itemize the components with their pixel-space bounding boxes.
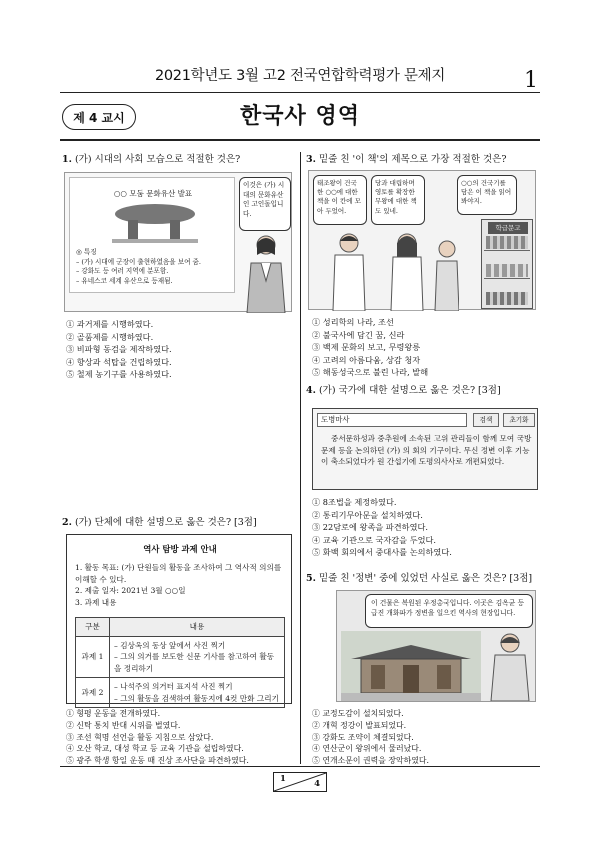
question-3-choices [312,316,542,379]
question-4-search-panel [312,408,538,490]
task-content [110,678,285,708]
search-result-text: 중서문하성과 중추원에 소속된 고위 관리들이 함께 모여 국방 문제 등을 논의하던 (가) 의 회의 기구이다. 무신 정변 이후 기능이 축소되었다가 원 간섭기에 도평의사사로 개편되었다. [321,434,532,466]
choice-3[interactable]: ③ 강화도 조약이 체결되었다. [312,732,414,742]
choice-3[interactable]: ③ 22담로에 왕족을 파견하였다. [312,522,429,533]
choice-2[interactable]: ② 통리기무아문을 설치하였다. [312,509,423,520]
teacher-speech-bubble: 이것은 (가) 시대의 문화유산인 고인돌입니다. [239,177,291,231]
assignment-item-date: 2. 제출 일자: 2021년 3월 ○○일 [75,586,186,595]
question-2-stem: 2. (가) 단체에 대한 설명으로 옳은 것은? [3점] [62,517,257,528]
choice-2[interactable]: ② 골품제를 시행하였다. [66,331,154,342]
search-input[interactable]: 도병마사 [317,413,467,427]
choice-2[interactable]: ② 신탁 통치 반대 시위를 벌였다. [66,720,181,730]
choice-1[interactable]: ① 8조법을 제정하였다. [312,497,397,507]
student3-speech-bubble: ○○의 건국기를 담은 이 책을 읽어 봐야지. [457,175,517,215]
choice-4[interactable]: ④ 고려의 아름다움, 상감 청자 [312,354,421,365]
question-3-figure [308,170,536,310]
choice-5[interactable]: ⑤ 화백 회의에서 중대사를 논의하였다. [312,547,452,558]
choice-1[interactable]: ① 교정도감이 설치되었다. [312,709,404,718]
table-row [76,636,285,678]
question-4-choices [312,496,542,559]
guide-speech-bubble: 이 건물은 복원된 우정총국입니다. 이곳은 김옥균 등 급진 개화파가 정변을 일으킨 역사의 현장입니다. [365,594,533,628]
ujeongchongguk-building-illustration [341,631,481,701]
feature-item: – 강화도 등 여러 지역에 분포함. [76,267,169,276]
question-4-stem: 4. (가) 국가에 대한 설명으로 옳은 것은? [3점] [306,385,501,396]
session-label: 제 4 교시 [62,104,136,130]
dolmen-features [76,248,234,286]
choice-5[interactable]: ⑤ 연개소문이 권력을 장악하였다. [312,756,430,766]
task-line: – 그의 의거를 보도한 신문 기사를 참고하여 활동을 정리하기 [114,652,275,673]
column-divider [300,152,301,764]
choice-1[interactable]: ① 형평 운동을 전개하였다. [66,709,161,718]
assignment-item-goal: 1. 활동 목표: (가) 단원들의 활동을 조사하여 그 역사적 의의를 이해할 수 있다. [75,563,282,584]
subject-title: 한국사 영역 [240,104,360,129]
choice-2[interactable]: ② 개혁 정강이 발표되었다. [312,720,407,730]
question-2-choices [66,708,298,767]
table-header-row [76,618,285,637]
student1-speech-bubble: 태조왕이 건국한 ○○에 대한 책을 이 칸에 모아 두었어. [313,175,367,225]
presentation-board [69,177,235,293]
teacher-illustration [241,233,291,313]
search-button[interactable]: 검색 [473,413,499,427]
task-line: – 김상옥의 동상 앞에서 사진 찍기 [114,640,226,650]
col-header: 구분 [76,618,110,637]
choice-5[interactable]: ⑤ 해동성국으로 불린 나라, 발해 [312,367,429,378]
current-page: 1 [280,774,286,784]
task-content [110,636,285,678]
task-label: 과제 2 [76,678,110,708]
question-2-assignment-box [66,534,292,704]
choice-5[interactable]: ⑤ 철제 농기구를 사용하였다. [66,369,172,380]
choice-4[interactable]: ④ 연산군이 왕위에서 물러났다. [312,744,422,754]
question-1-choices [66,318,296,381]
reset-button[interactable]: 초기화 [503,413,535,427]
table-row [76,678,285,708]
col-header: 내용 [110,618,285,637]
choice-1[interactable]: ① 성리학의 나라, 조선 [312,317,394,327]
task-line: – 그의 활동을 검색하여 활동지에 4컷 만화 그리기 [114,693,279,703]
assignment-table [75,617,285,708]
choice-4[interactable]: ④ 향상과 석탑을 건립하였다. [66,356,172,367]
feature-item: – (가) 시대에 군장이 출현하였음을 보여 줌. [76,257,202,266]
bookshelf-label: 학급문고 [488,222,528,234]
assignment-title: 역사 탐방 과제 안내 [143,544,217,554]
choice-4[interactable]: ④ 오산 학교, 대성 학교 등 교육 기관을 설립하였다. [66,744,244,754]
task-line: – 나석주의 의거터 표지석 사진 찍기 [114,682,233,691]
assignment-item-content: 3. 과제 내용 [75,597,117,607]
feature-item: – 유네스코 세계 유산으로 등재됨. [76,276,173,285]
bookshelf [481,219,533,309]
choice-3[interactable]: ③ 조선 혁명 선언을 활동 지침으로 삼았다. [66,732,214,742]
guide-illustration [487,631,533,701]
choice-5[interactable]: ⑤ 광주 학생 항일 운동 때 진상 조사단을 파견하였다. [66,756,249,766]
subject-divider [60,139,540,141]
exam-title: 2021학년도 3월 고2 전국연합학력평가 문제지 [154,68,446,84]
page-indicator [273,772,327,792]
students-illustration [319,229,459,311]
choice-4[interactable]: ④ 교육 기관으로 국자감을 두었다. [312,534,437,545]
question-3-stem: 3. 밑줄 친 '이 책'의 제목으로 가장 적절한 것은? [306,154,507,165]
dolmen-illustration [112,202,198,244]
page-number: 1 [524,68,538,93]
choice-1[interactable]: ① 과거제를 시행하였다. [66,319,154,329]
board-title: ○○ 모둠 문화유산 발표 [113,189,193,198]
assignment-items [75,562,287,608]
choice-3[interactable]: ③ 비파형 동검을 제작하였다. [66,344,172,355]
header-divider [60,92,540,93]
footer-divider [60,766,540,767]
choice-2[interactable]: ② 불국사에 담긴 꿈, 신라 [312,329,405,340]
student2-speech-bubble: 당과 대립하며 영토를 확장한 무왕에 대한 책도 있네. [371,175,425,225]
task-label: 과제 1 [76,636,110,678]
question-5-stem: 5. 밑줄 친 '정변' 중에 있었던 사실로 옳은 것은? [3점] [306,573,533,584]
question-1-stem: 1. (가) 시대의 사회 모습으로 적절한 것은? [62,154,241,165]
question-5-figure [336,590,536,702]
features-heading: ◎ 특징 [76,248,97,256]
question-5-choices [312,708,542,767]
question-1-figure [64,172,292,312]
total-pages: 4 [314,779,320,789]
choice-3[interactable]: ③ 백제 문화의 보고, 무령왕릉 [312,342,421,353]
